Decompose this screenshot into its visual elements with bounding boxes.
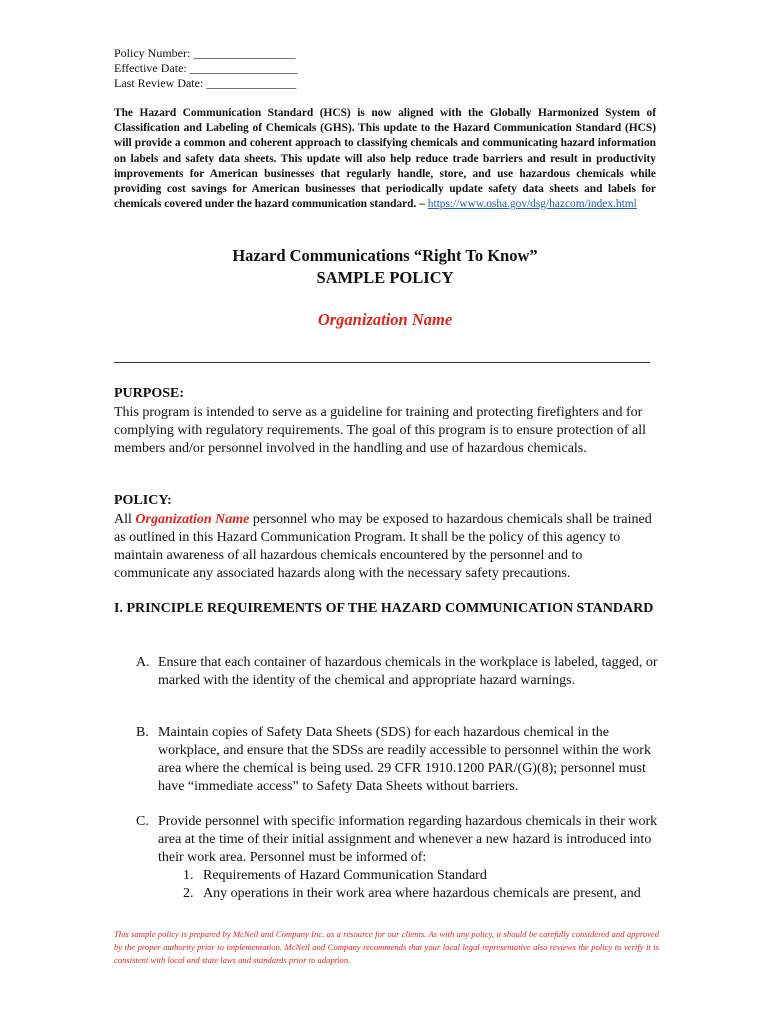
subitem-number: 2.: [183, 886, 194, 901]
item-letter: B.: [136, 725, 149, 740]
document-subtitle: SAMPLE POLICY: [316, 268, 454, 287]
item-letter: C.: [136, 814, 149, 829]
policy-organization-name: Organization Name: [135, 512, 250, 527]
policy-prefix: All: [114, 512, 136, 527]
policy-heading: POLICY:: [114, 493, 172, 508]
item-text: Maintain copies of Safety Data Sheets (SDS) for each hazardous chemical in the workplace, and ensure that the SDSs are readily accessible to personnel within the work area where the chemical is being used. 29 CFR 1910.1200 PAR/(G)(8); personnel must have “immediate access” to Safety Data Sheets without barriers.: [158, 725, 651, 794]
policy-header-fields: [114, 46, 298, 91]
effective-date-field[interactable]: Effective Date: __________________: [114, 61, 298, 75]
separator-line: [114, 362, 650, 363]
subitem-number: 1.: [183, 868, 194, 883]
organization-name-title: Organization Name: [317, 310, 453, 329]
item-text: Ensure that each container of hazardous chemicals in the workplace is labeled, tagged, or marked with the identity of the chemical and appropriate hazard warnings.: [158, 655, 658, 688]
purpose-heading: PURPOSE:: [114, 386, 184, 401]
policy-paragraph: [114, 511, 659, 583]
subitem-text: Any operations in their work area where hazardous chemicals are present, and: [203, 886, 641, 901]
policy-number-field[interactable]: Policy Number: _________________: [114, 46, 296, 60]
document-title: Hazard Communications “Right To Know”: [232, 246, 538, 265]
item-letter: A.: [136, 655, 150, 670]
section-1-heading: I. PRINCIPLE REQUIREMENTS OF THE HAZARD COMMUNICATION STANDARD: [114, 601, 654, 616]
purpose-paragraph: This program is intended to serve as a guideline for training and protecting firefighters and for complying with regulatory requirements. The goal of this program is to ensure protection of all members and/or personnel involved in the handling and use of hazardous chemicals.: [114, 405, 646, 456]
policy-text: personnel who may be exposed to hazardous chemicals shall be trained as outlined in this Hazard Communication Program. It shall be the policy of this agency to maintain awareness of all hazardous chemicals encountered by the personnel and to communicate any associated hazards along with the necessary safety precautions.: [114, 512, 652, 581]
osha-link[interactable]: https://www.osha.gov/dsg/hazcom/index.html: [427, 198, 637, 211]
last-review-date-field[interactable]: Last Review Date: _______________: [114, 76, 297, 90]
hcs-intro-paragraph: [114, 106, 656, 212]
intro-text: The Hazard Communication Standard (HCS) is now aligned with the Globally Harmonized System of Classification and Labeling of Chemicals (GHS). This update to the Hazard Communication Standard (HCS) will provide a common and coherent approach to classifying chemicals and communicating hazard information on labels and safety data sheets. This update will also help reduce trade barriers and result in productivity improvements for American businesses that regularly handle, store, and use hazardous chemicals while providing cost savings for American businesses that periodically update safety data sheets and labels for chemicals covered under the hazard communication standard. –: [114, 107, 656, 211]
subitem-text: Requirements of Hazard Communication Standard: [203, 868, 487, 883]
item-text: Provide personnel with specific information regarding hazardous chemicals in their work area at the time of their initial assignment and whenever a new hazard is introduced into their work area. Personnel must be informed of:: [158, 814, 658, 865]
disclaimer-footer: This sample policy is prepared by McNeil and Company Inc. as a resource for our clients. As with any policy, it should be carefully considered and approved by the proper authority prior to implementation. McNeil and Company recommends that your local legal representative also reviews the policy to verify it is consistent with local and state laws and standards prior to adoption.: [114, 929, 659, 965]
